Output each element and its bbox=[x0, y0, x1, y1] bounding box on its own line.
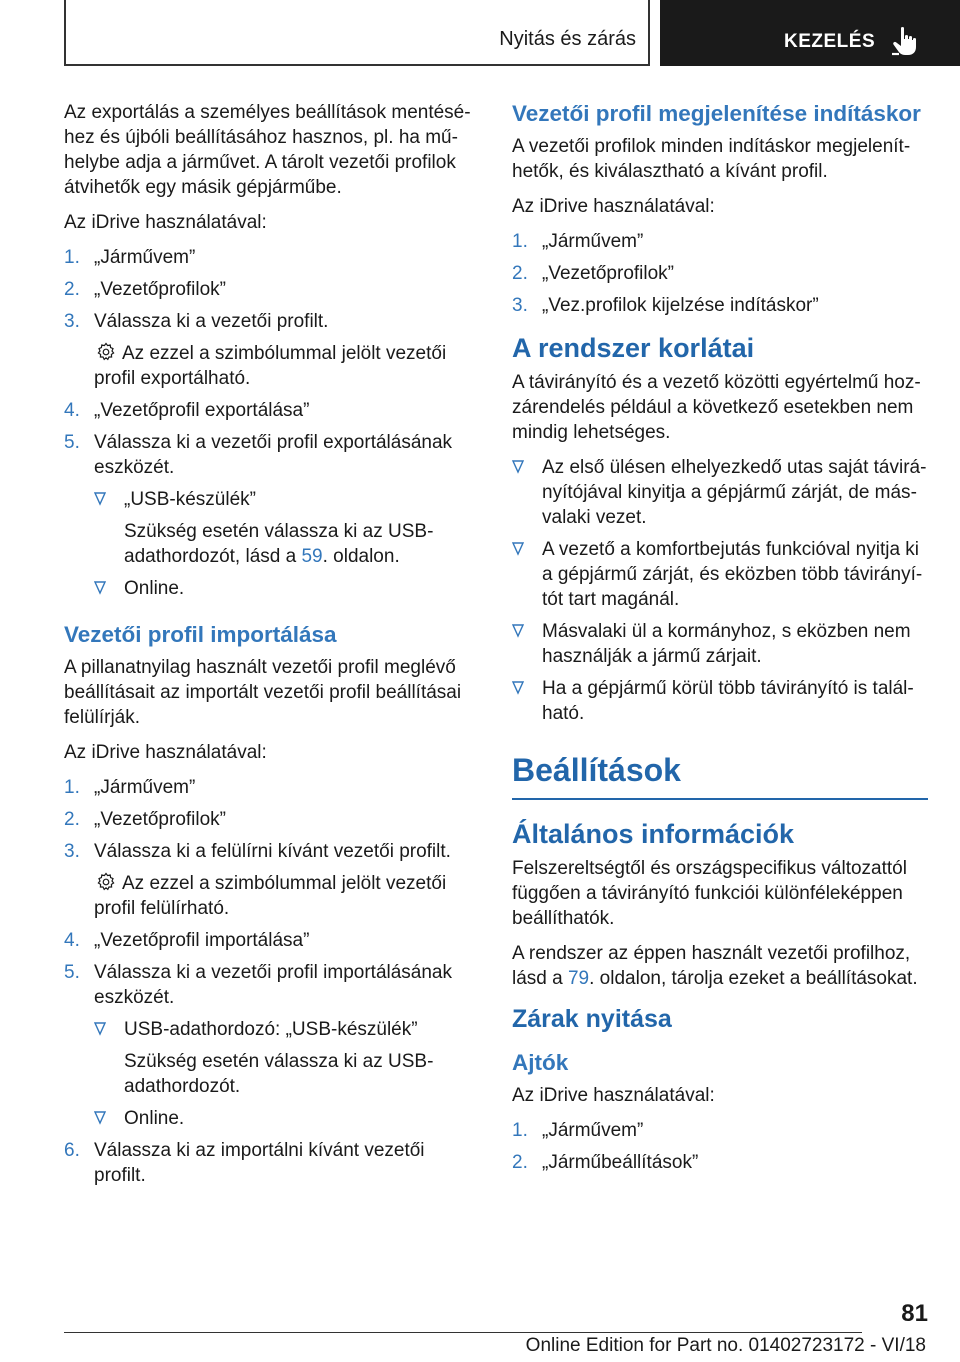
step-number: 3. bbox=[64, 841, 80, 862]
step-text: Válassza ki az importálni kívánt vezetői profilt. bbox=[94, 1140, 425, 1186]
list-item bbox=[64, 807, 476, 832]
note-text: Az ezzel a szimbólummal jelölt vezetői profil exportálható. bbox=[94, 343, 447, 389]
page-link-79[interactable]: 79 bbox=[567, 968, 590, 989]
list-item bbox=[512, 261, 928, 286]
step-number: 2. bbox=[512, 1152, 528, 1173]
doors-heading: Ajtók bbox=[512, 1050, 569, 1075]
step-number: 1. bbox=[64, 247, 80, 268]
settings-chapter-heading: Beállítások bbox=[512, 750, 928, 800]
step-text: Válassza ki a vezetői profilt. bbox=[94, 311, 329, 332]
import-intro: A pillanatnyilag használt vezetői profil meglévő beállításait az importált vezetői profil beállításai felülírják. bbox=[64, 657, 462, 728]
page-number: 81 bbox=[901, 1300, 928, 1327]
detail-text: . oldalon. bbox=[322, 546, 400, 567]
list-item bbox=[94, 1106, 476, 1131]
list-item bbox=[512, 537, 928, 612]
step-number: 3. bbox=[64, 311, 80, 332]
step-number: 2. bbox=[64, 279, 80, 300]
limit-text: Másvalaki ül a kormányhoz, s eközben nem használják a jármű zárjait. bbox=[542, 621, 911, 667]
list-item bbox=[64, 245, 476, 270]
idrive-label: Az iDrive használatával: bbox=[64, 212, 267, 233]
footer-divider bbox=[64, 1332, 862, 1333]
step-number: 6. bbox=[64, 1140, 80, 1161]
triangle-bullet-icon bbox=[512, 681, 524, 695]
import-heading: Vezetői profil importálása bbox=[64, 622, 337, 647]
general-info-p2 bbox=[512, 941, 928, 991]
triangle-bullet-icon bbox=[94, 1022, 106, 1036]
idrive-label: Az iDrive használatával: bbox=[512, 196, 715, 217]
option-text: Online. bbox=[124, 1108, 185, 1129]
import-steps bbox=[64, 775, 476, 1188]
unlock-heading: Zárak nyitása bbox=[512, 1005, 672, 1033]
step-text: „Vez.profilok kijelzése indításkor” bbox=[542, 295, 819, 316]
option-text: „USB-készülék” bbox=[124, 489, 256, 510]
gear-icon bbox=[96, 872, 116, 892]
option-detail: Szükség esetén válassza ki az USB-adathordozót. bbox=[124, 1051, 434, 1097]
list-item bbox=[512, 619, 928, 669]
system-limits-list bbox=[512, 455, 928, 726]
step-text: „Vezetőprofilok” bbox=[94, 809, 227, 830]
chapter-label: KEZELÉS bbox=[784, 31, 876, 52]
triangle-bullet-icon bbox=[94, 492, 106, 506]
page-link-59[interactable]: 59 bbox=[301, 546, 323, 567]
step-text: Válassza ki a vezetői profil importálásának eszközét. bbox=[94, 962, 453, 1008]
list-item bbox=[94, 1017, 476, 1099]
left-column bbox=[64, 100, 476, 1195]
list-item bbox=[512, 1118, 928, 1143]
list-item bbox=[512, 229, 928, 254]
step-text: Válassza ki a vezetői profil exportálásának eszközét. bbox=[94, 432, 453, 478]
step-number: 5. bbox=[64, 432, 80, 453]
step-text: „Járművem” bbox=[94, 777, 196, 798]
general-info-p1: Felszereltségtől és országspecifikus változattól függően a távirányító funkciói különféleképpen beállíthatók. bbox=[512, 858, 907, 929]
step-number: 1. bbox=[512, 231, 528, 252]
export-options bbox=[94, 487, 476, 601]
list-item bbox=[64, 960, 476, 1131]
step-text: „Vezetőprofil exportálása” bbox=[94, 400, 310, 421]
step-text: Válassza ki a felülírni kívánt vezetői profilt. bbox=[94, 841, 451, 862]
step-number: 1. bbox=[64, 777, 80, 798]
list-item bbox=[512, 455, 928, 530]
limit-text: A vezető a komfortbejutás funkcióval nyitja ki a gépjármű zárját, és eközben több távirányítót tart magánál. bbox=[542, 539, 923, 610]
list-item bbox=[94, 487, 476, 569]
header-section-box bbox=[64, 0, 650, 66]
import-note bbox=[94, 871, 476, 921]
step-number: 3. bbox=[512, 295, 528, 316]
triangle-bullet-icon bbox=[94, 1111, 106, 1125]
step-number: 4. bbox=[64, 930, 80, 951]
list-item bbox=[64, 928, 476, 953]
list-item bbox=[64, 309, 476, 391]
step-number: 2. bbox=[64, 809, 80, 830]
detail-text: Szükség esetén válassza ki az USB-adathordozót, lásd a bbox=[124, 521, 434, 567]
export-steps bbox=[64, 245, 476, 601]
step-text: „Vezetőprofilok” bbox=[542, 263, 675, 284]
show-profile-intro: A vezetői profilok minden indításkor megjeleníthetők, és kiválasztható a kívánt profil. bbox=[512, 136, 911, 182]
list-item bbox=[64, 1138, 476, 1188]
export-note bbox=[94, 341, 476, 391]
step-number: 5. bbox=[64, 962, 80, 983]
section-title: Nyitás és zárás bbox=[499, 28, 636, 50]
step-text: „Járművem” bbox=[542, 1120, 644, 1141]
triangle-bullet-icon bbox=[512, 460, 524, 474]
list-item bbox=[512, 1150, 928, 1175]
list-item bbox=[94, 576, 476, 601]
paragraph-text: A rendszer az éppen használt vezetői profilhoz, lásd a bbox=[512, 943, 911, 989]
hand-pointer-icon bbox=[892, 26, 918, 56]
page-header bbox=[64, 0, 960, 66]
step-number: 1. bbox=[512, 1120, 528, 1141]
step-text: „Járművem” bbox=[94, 247, 196, 268]
step-number: 4. bbox=[64, 400, 80, 421]
option-text: USB-adathordozó: „USB-készülék” bbox=[124, 1019, 418, 1040]
show-profile-steps bbox=[512, 229, 928, 318]
list-item bbox=[64, 430, 476, 601]
step-text: „Járműbeállítások” bbox=[542, 1152, 699, 1173]
import-options bbox=[94, 1017, 476, 1131]
header-chapter-box bbox=[660, 0, 960, 66]
option-text: Online. bbox=[124, 578, 185, 599]
triangle-bullet-icon bbox=[512, 624, 524, 638]
system-limits-heading: A rendszer korlátai bbox=[512, 333, 755, 363]
note-text: Az ezzel a szimbólummal jelölt vezetői profil felülírható. bbox=[94, 873, 447, 919]
door-steps bbox=[512, 1118, 928, 1175]
step-text: „Vezetőprofil importálása” bbox=[94, 930, 310, 951]
list-item bbox=[64, 398, 476, 423]
right-column bbox=[512, 100, 928, 1182]
step-number: 2. bbox=[512, 263, 528, 284]
limit-text: Az első ülésen elhelyezkedő utas saját távirányítójával kinyitja a gépjármű zárját, de másvalaki vezet. bbox=[542, 457, 927, 528]
idrive-label: Az iDrive használatával: bbox=[512, 1085, 715, 1106]
list-item bbox=[64, 775, 476, 800]
show-profile-heading: Vezetői profil megjelenítése indításkor bbox=[512, 101, 921, 126]
edition-footer: Online Edition for Part no. 01402723172 - VI/18 bbox=[525, 1335, 926, 1356]
list-item bbox=[64, 277, 476, 302]
system-limits-intro: A távirányító és a vezető közötti egyértelmű hozzárendelés például a következő esetekben nem mindig lehetséges. bbox=[512, 372, 921, 443]
gear-icon bbox=[96, 342, 116, 362]
list-item bbox=[512, 293, 928, 318]
export-intro: Az exportálás a személyes beállítások mentéséhez és újbóli beállításához hasznos, pl. ha műhelybe adja a járművet. A tárolt vezetői profilok átvihetők egy másik gépjárműbe. bbox=[64, 102, 471, 198]
list-item bbox=[64, 839, 476, 921]
general-info-heading: Általános információk bbox=[512, 819, 795, 849]
option-detail bbox=[124, 519, 476, 569]
paragraph-text: . oldalon, tárolja ezeket a beállításokat. bbox=[589, 968, 918, 989]
limit-text: Ha a gépjármű körül több távirányító is található. bbox=[542, 678, 914, 724]
list-item bbox=[512, 676, 928, 726]
idrive-label: Az iDrive használatával: bbox=[64, 742, 267, 763]
step-text: „Járművem” bbox=[542, 231, 644, 252]
triangle-bullet-icon bbox=[512, 542, 524, 556]
triangle-bullet-icon bbox=[94, 581, 106, 595]
step-text: „Vezetőprofilok” bbox=[94, 279, 227, 300]
